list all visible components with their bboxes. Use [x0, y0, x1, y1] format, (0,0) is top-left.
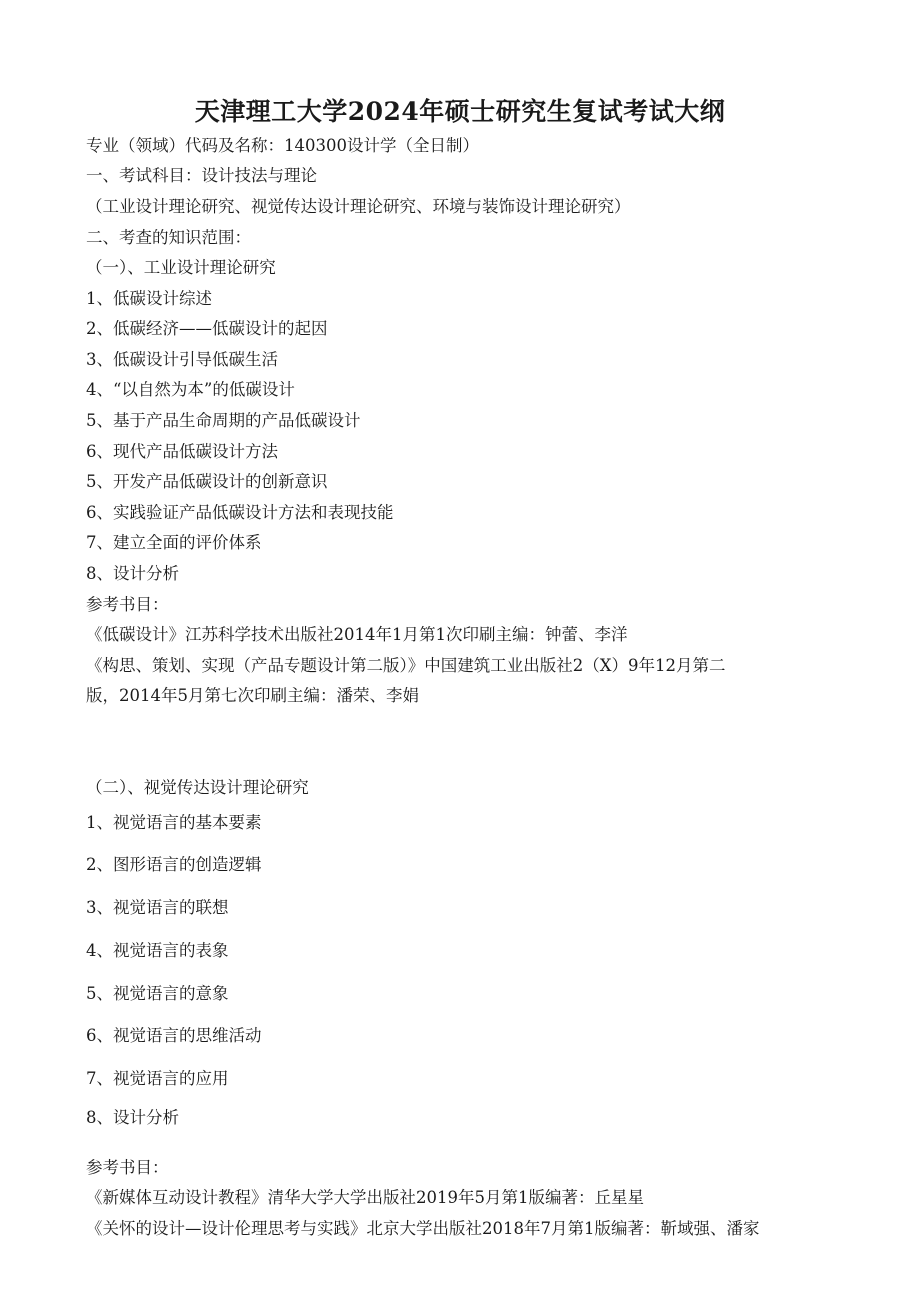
- document-title: 天津理工大学2024年硕士研究生复试考试大纲: [194, 97, 726, 126]
- list-item: 6、现代产品低碳设计方法: [86, 442, 278, 461]
- exam-subject-line: 一、考试科目：设计技法与理论: [86, 166, 317, 185]
- major-code-line: 专业（领域）代码及名称：140300设计学（全日制）: [86, 136, 479, 155]
- reference-item: 《低碳设计》江苏科学技术出版社2014年1月第1次印刷主编：钟蕾、李洋: [86, 625, 628, 644]
- reference-item: 《新媒体互动设计教程》清华大学大学出版社2019年5月第1版编著：丘星星: [86, 1188, 644, 1207]
- reference-item: 《构思、策划、实现（产品专题设计第二版）》中国建筑工业出版社2（X）9年12月第二: [86, 656, 726, 675]
- list-item: 7、视觉语言的应用: [86, 1069, 229, 1088]
- list-item: 7、建立全面的评价体系: [86, 533, 262, 552]
- list-item: 8、设计分析: [86, 1108, 179, 1127]
- list-item: 5、视觉语言的意象: [86, 984, 229, 1003]
- list-item: 4、“以自然为本”的低碳设计: [86, 380, 295, 399]
- list-item: 1、视觉语言的基本要素: [86, 813, 262, 832]
- references-heading: 参考书目：: [86, 595, 169, 614]
- reference-item: 《关怀的设计—设计伦理思考与实践》北京大学出版社2018年7月第1版编著：靳域强、潘家: [86, 1219, 760, 1238]
- list-item: 8、设计分析: [86, 564, 179, 583]
- list-item: 3、低碳设计引导低碳生活: [86, 350, 278, 369]
- list-item: 2、低碳经济——低碳设计的起因: [86, 319, 328, 338]
- list-item: 1、低碳设计综述: [86, 289, 212, 308]
- list-item: 6、视觉语言的思维活动: [86, 1026, 262, 1045]
- section-1-heading: （一）、工业设计理论研究: [86, 258, 276, 277]
- list-item: 5、开发产品低碳设计的创新意识: [86, 472, 328, 491]
- list-item: 3、视觉语言的联想: [86, 898, 229, 917]
- knowledge-scope-heading: 二、考查的知识范围：: [86, 228, 251, 247]
- section-2-heading: （二）、视觉传达设计理论研究: [86, 778, 309, 797]
- list-item: 2、图形语言的创造逻辑: [86, 855, 262, 874]
- research-directions-line: （工业设计理论研究、视觉传达设计理论研究、环境与装饰设计理论研究）: [86, 197, 631, 216]
- list-item: 5、基于产品生命周期的产品低碳设计: [86, 411, 361, 430]
- reference-item-continued: 版，2014年5月第七次印刷主编：潘荣、李娟: [86, 686, 419, 705]
- list-item: 4、视觉语言的表象: [86, 941, 229, 960]
- references-heading: 参考书目：: [86, 1158, 169, 1177]
- list-item: 6、实践验证产品低碳设计方法和表现技能: [86, 503, 394, 522]
